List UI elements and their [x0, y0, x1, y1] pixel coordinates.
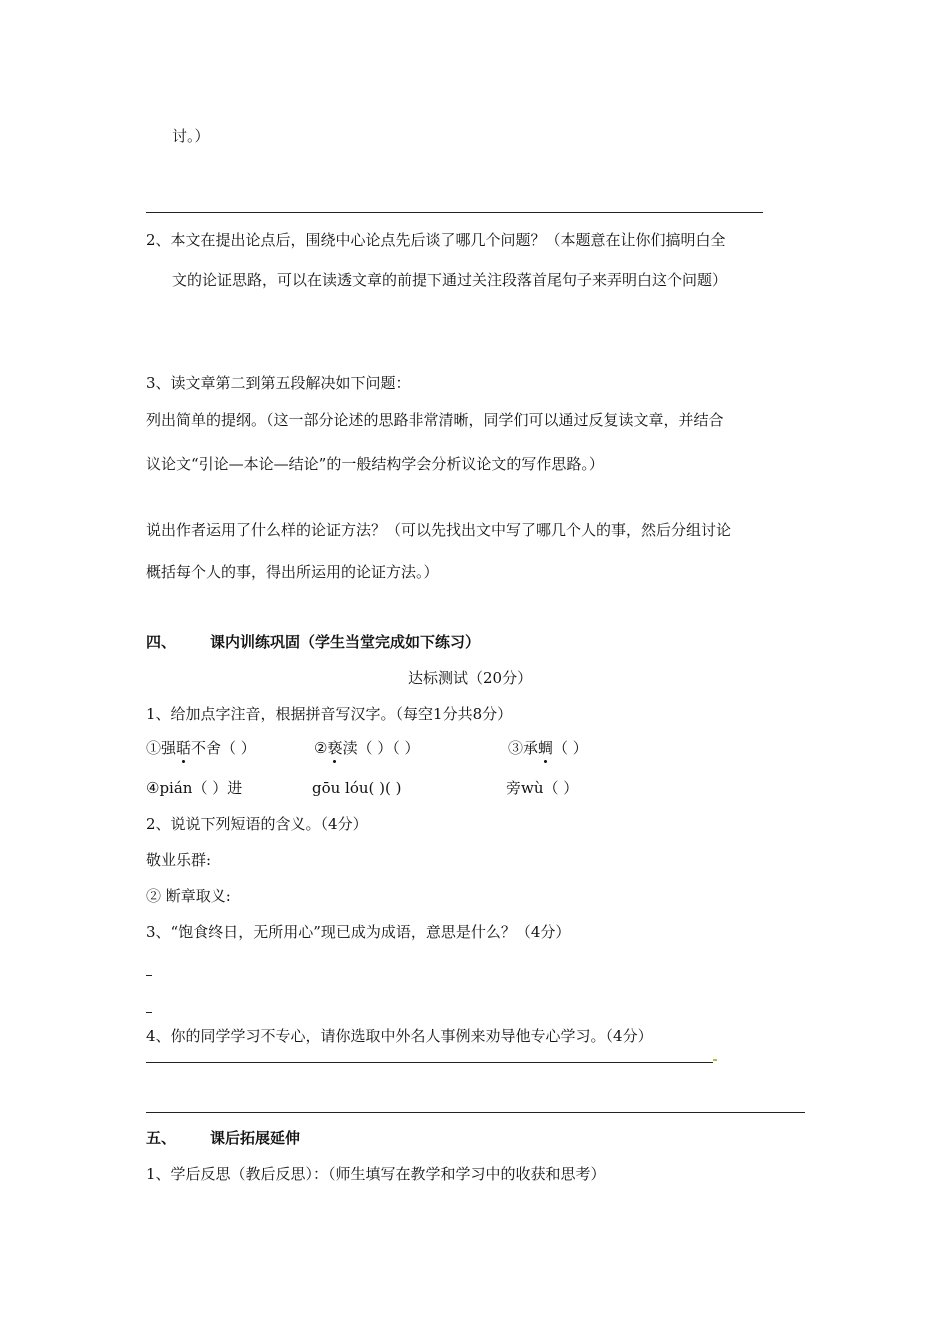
ink-mark: [713, 1059, 717, 1061]
question-3-method-line-1: 说出作者运用了什么样的论证方法？（可以先找出文中写了哪几个人的事，然后分组讨论: [146, 521, 732, 539]
top-fragment: 讨。）: [172, 127, 210, 145]
exercise-4-title: 4、你的同学学习不专心，请你选取中外名人事例来劝导他专心学习。（4分）: [146, 1027, 653, 1045]
question-2-line-2: 文的论证思路，可以在读透文章的前提下通过关注段落首尾句子来弄明白这个问题）: [172, 271, 728, 289]
answer-line: [146, 1062, 713, 1063]
section-4-title: 课内训练巩固（学生当堂完成如下练习）: [210, 633, 481, 651]
exercise-1-item-5: gōu lóu( )( ): [312, 779, 402, 797]
emphasis-dot-char: 蜩: [538, 739, 554, 757]
answer-line-short: [146, 975, 152, 976]
exercise-2-title: 2、说说下列短语的含义。（4分）: [146, 815, 368, 833]
test-title: 达标测试（20分）: [408, 669, 533, 687]
question-3-title: 3、读文章第二到第五段解决如下问题：: [146, 374, 411, 392]
exercise-2-item-b: ② 断章取义:: [146, 887, 231, 905]
section-5-number: 五、: [146, 1129, 177, 1147]
reflection-line: 1、学后反思（教后反思）：（师生填写在教学和学习中的收获和思考）: [146, 1165, 606, 1183]
exercise-1-item-3: ③承蜩（ ）: [508, 739, 588, 757]
answer-line: [146, 212, 763, 213]
exercise-1-item-1: ①强聒不舍（ ）: [146, 739, 256, 757]
exercise-1-item-4: ④pián（ ）进: [146, 779, 243, 797]
question-3-outline-line-2: 议论文“引论—本论—结论”的一般结构学会分析议论文的写作思路。）: [146, 455, 604, 473]
question-3-outline-line-1: 列出简单的提纲。（这一部分论述的思路非常清晰，同学们可以通过反复读文章，并结合: [146, 411, 724, 429]
section-4-number: 四、: [146, 633, 177, 651]
exercise-1-title: 1、给加点字注音，根据拼音写汉字。（每空1分共8分）: [146, 705, 513, 723]
exercise-1-item-6: 旁wù（ ）: [506, 779, 579, 797]
answer-line: [146, 1112, 805, 1113]
exercise-3-title: 3、“饱食终日，无所用心”现已成为成语，意思是什么？（4分）: [146, 923, 571, 941]
emphasis-dot-char: 亵: [327, 739, 343, 757]
exercise-1-item-2: ②亵渎（ ）（ ）: [314, 739, 420, 757]
emphasis-dot-char: 聒: [176, 739, 192, 757]
question-2-line-1: 2、本文在提出论点后，围绕中心论点先后谈了哪几个问题？（本题意在让你们搞明白全: [146, 231, 726, 249]
answer-line-short: [146, 1012, 152, 1013]
question-3-method-line-2: 概括每个人的事，得出所运用的论证方法。）: [146, 563, 439, 581]
exercise-2-item-a: 敬业乐群:: [146, 851, 212, 869]
section-5-title: 课后拓展延伸: [210, 1129, 301, 1147]
